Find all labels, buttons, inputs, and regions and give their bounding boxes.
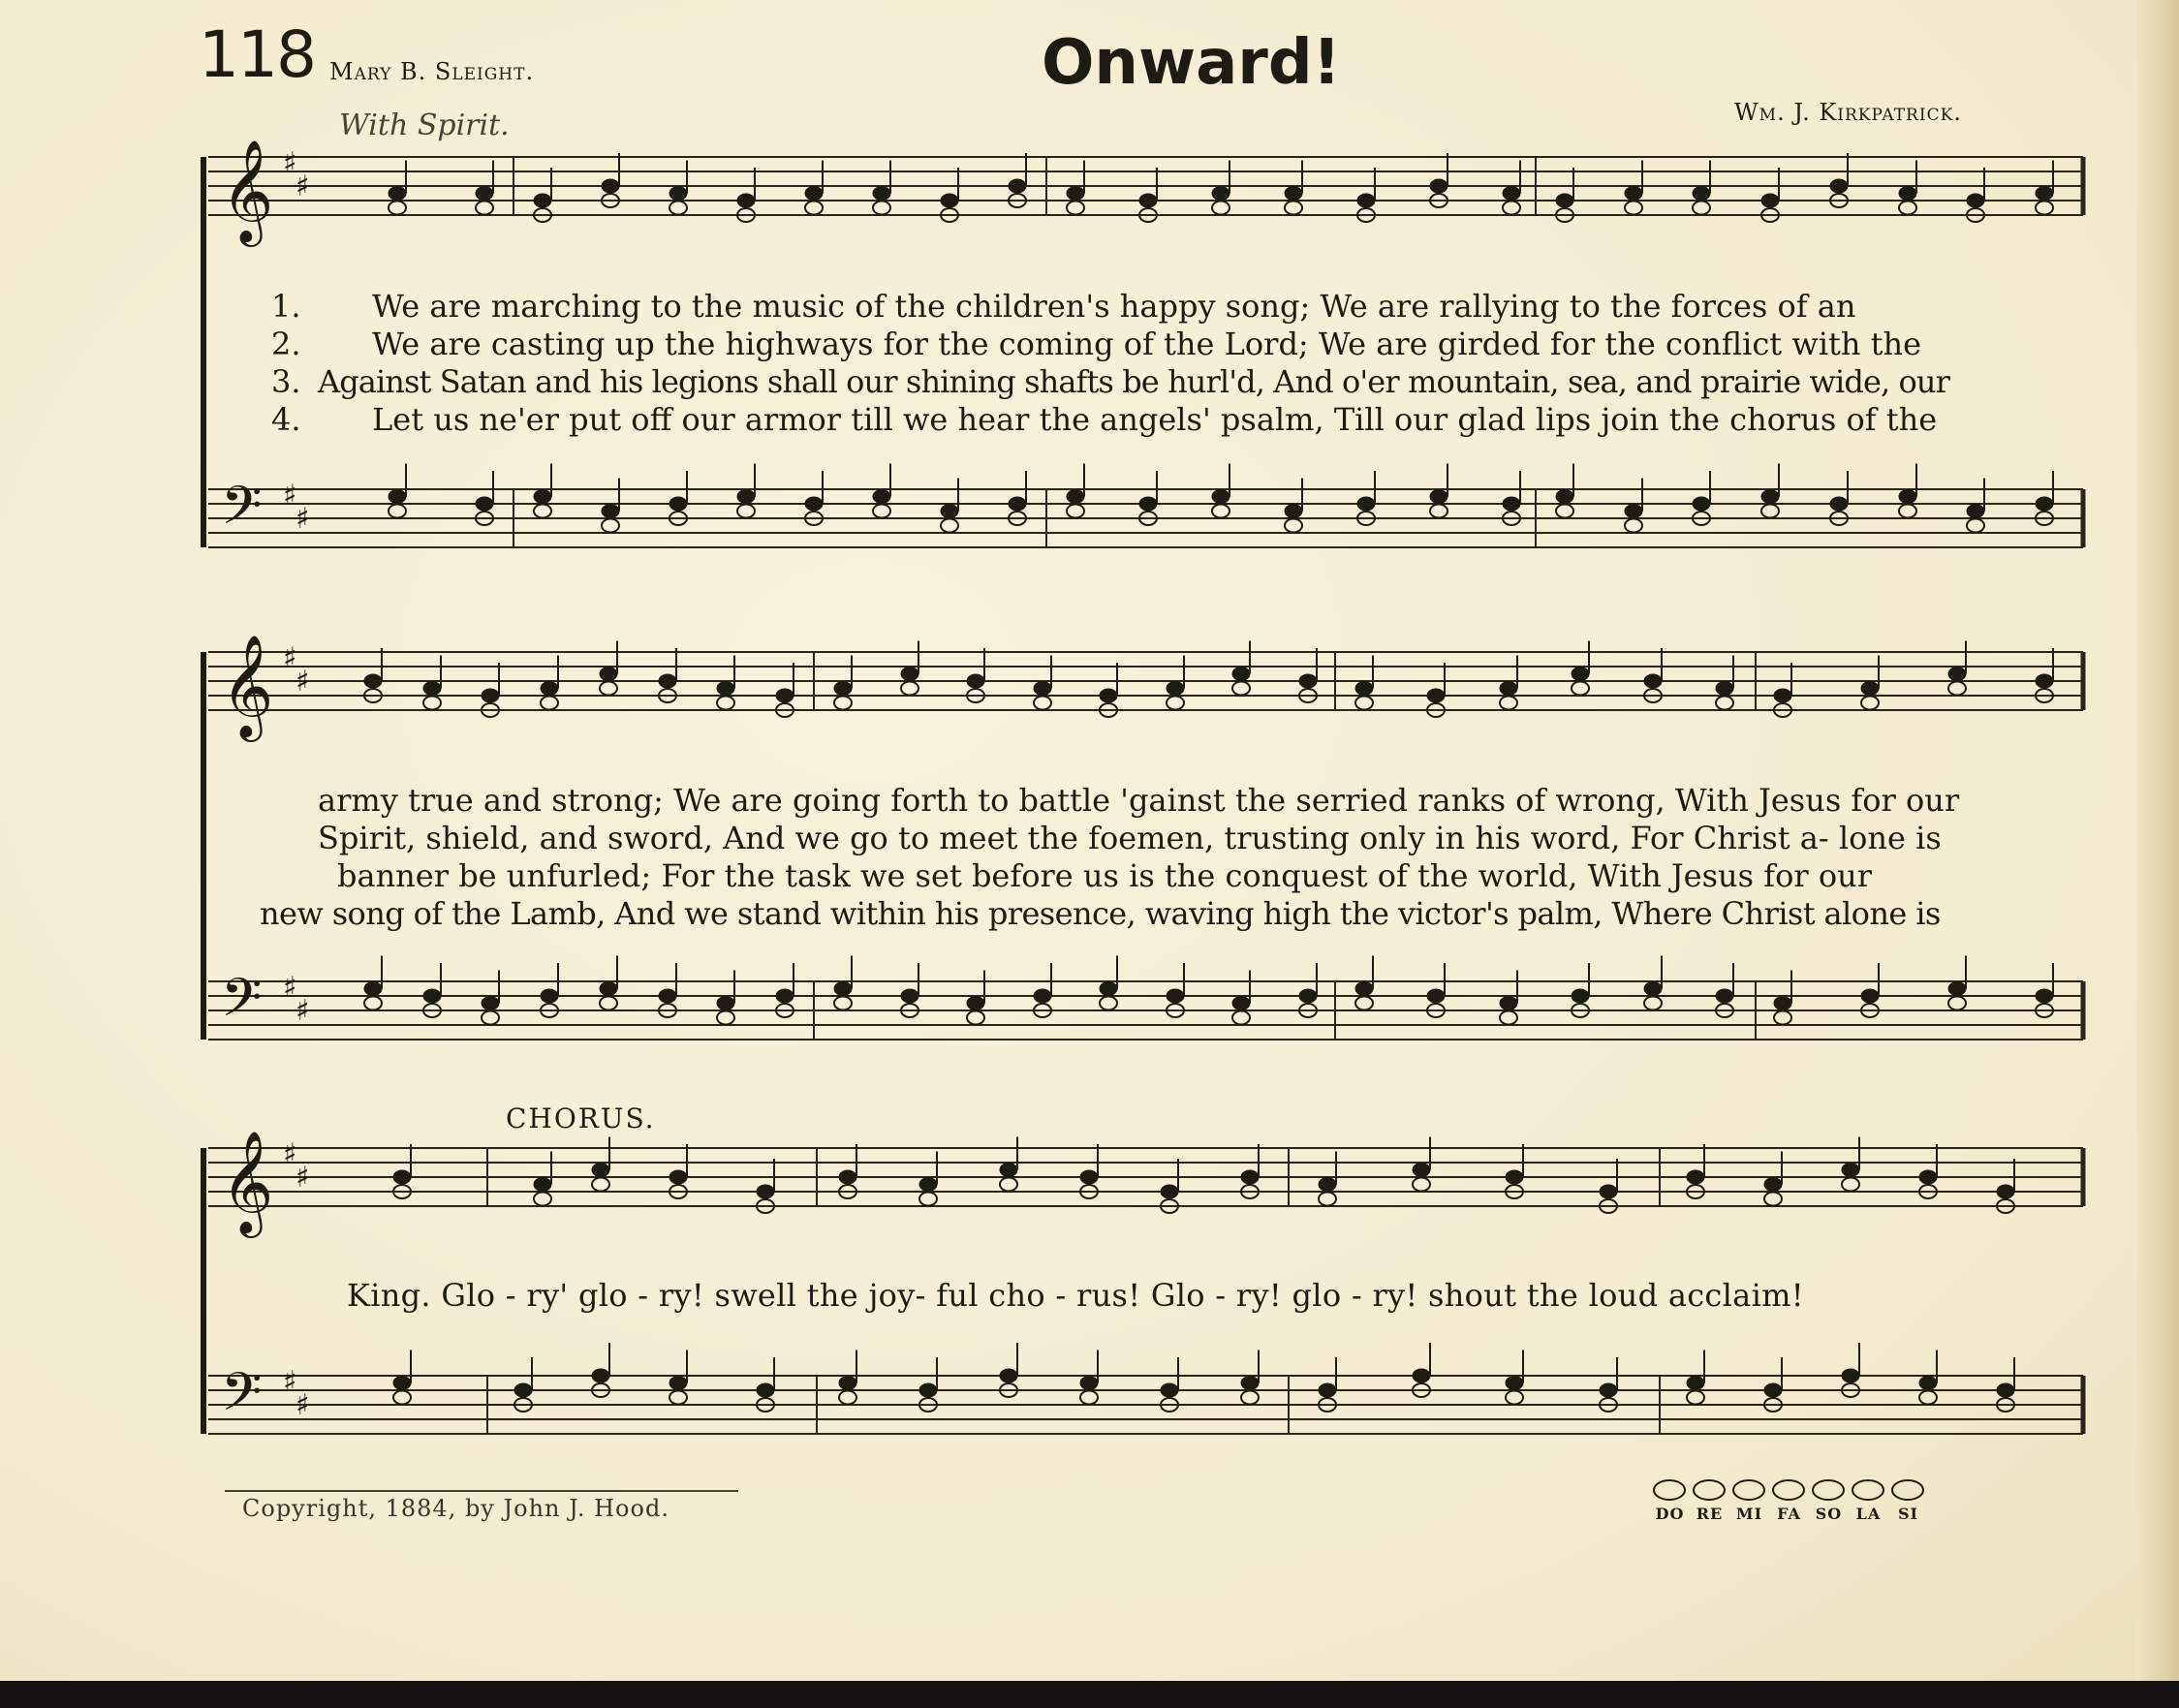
note-head: [1625, 202, 1642, 215]
note-head: [805, 202, 823, 215]
note-head: [1427, 989, 1445, 1003]
note-head: [1774, 1011, 1791, 1025]
shape-note-icon: [1773, 1480, 1804, 1500]
note-head: [1357, 497, 1375, 511]
note-head: [1167, 989, 1184, 1003]
note-head: [717, 1011, 734, 1025]
lyric-line: new song of the Lamb, And we stand within his presence, waving high the victor's palm, Where Christ alone is: [260, 895, 1941, 932]
note-head: [482, 1011, 499, 1025]
note-head: [482, 689, 499, 702]
note-head: [717, 697, 734, 710]
note-head: [1299, 674, 1317, 688]
note-head: [805, 187, 823, 201]
note-head: [1009, 497, 1026, 511]
note-head: [1009, 179, 1026, 193]
note-head: [669, 1170, 687, 1184]
note-head: [1830, 179, 1848, 193]
note-head: [757, 1383, 774, 1397]
note-head: [1556, 505, 1573, 518]
note-head: [1100, 982, 1117, 996]
note-head: [1716, 697, 1733, 710]
note-head: [1067, 490, 1084, 504]
note-head: [1506, 1391, 1523, 1405]
note-head: [669, 497, 687, 511]
note-head: [1430, 505, 1447, 518]
note-head: [1693, 187, 1710, 201]
note-head: [1212, 187, 1230, 201]
note-head: [1948, 668, 1966, 681]
note-head: [839, 1391, 856, 1405]
note-head: [901, 682, 918, 696]
note-head: [1948, 982, 1966, 996]
note-head: [1967, 519, 1984, 533]
note-head: [1430, 179, 1447, 193]
lyric-line: Let us ne'er put off our armor till we hear the angels' psalm, Till our glad lips join the chorus of the: [372, 401, 1938, 438]
note-head: [2036, 187, 2053, 201]
note-head: [1625, 505, 1642, 518]
note-head: [389, 505, 406, 518]
note-head: [514, 1383, 532, 1397]
note-head: [1861, 989, 1879, 1003]
lyric-line: We are casting up the highways for the coming of the Lord; We are girded for the conflict with the: [372, 326, 1921, 362]
note-head: [592, 1164, 609, 1177]
shape-note-icon: [1892, 1480, 1923, 1500]
note-head: [1842, 1178, 1859, 1192]
note-head: [2036, 989, 2053, 1003]
chorus-label: CHORUS.: [506, 1102, 656, 1134]
note-head: [1774, 689, 1791, 702]
note-head: [1948, 682, 1966, 696]
note-head: [1830, 497, 1848, 511]
system-bracket: [201, 652, 206, 1040]
note-head: [1761, 194, 1779, 207]
note-head: [941, 505, 958, 518]
note-head: [1506, 1170, 1523, 1184]
note-head: [600, 682, 617, 696]
note-head: [1764, 1178, 1782, 1192]
note-head: [1625, 519, 1642, 533]
note-head: [1500, 682, 1517, 696]
note-head: [423, 682, 441, 696]
note-head: [737, 194, 755, 207]
note-head: [757, 1185, 774, 1198]
note-head: [919, 1178, 937, 1192]
note-head: [1500, 697, 1517, 710]
sharp-icon: ♯: [296, 1388, 310, 1422]
note-head: [1761, 490, 1779, 504]
sharp-icon: ♯: [296, 994, 310, 1028]
sharp-icon: ♯: [283, 971, 297, 1005]
note-head: [393, 1170, 411, 1184]
treble-clef-icon: 𝄞: [221, 634, 274, 737]
note-head: [592, 1369, 609, 1382]
note-head: [1080, 1391, 1098, 1405]
solfa-label: DO: [1655, 1505, 1685, 1523]
note-head: [2036, 202, 2053, 215]
note-head: [1997, 1383, 2014, 1397]
note-head: [941, 194, 958, 207]
note-head: [1948, 997, 1966, 1010]
note-head: [2036, 674, 2053, 688]
note-head: [1067, 202, 1084, 215]
note-head: [1556, 194, 1573, 207]
note-head: [364, 997, 382, 1010]
footer-rule: [225, 1490, 738, 1492]
note-head: [737, 505, 755, 518]
note-head: [476, 202, 493, 215]
composer-credit: Wm. J. Kirkpatrick.: [1734, 99, 1962, 126]
note-head: [805, 497, 823, 511]
bass-clef-icon: 𝄢: [221, 967, 263, 1041]
note-head: [1600, 1383, 1617, 1397]
note-head: [1285, 187, 1302, 201]
note-head: [967, 1011, 984, 1025]
note-head: [1764, 1193, 1782, 1206]
note-head: [1842, 1369, 1859, 1382]
note-head: [1319, 1178, 1336, 1192]
note-head: [1067, 505, 1084, 518]
note-head: [1899, 187, 1916, 201]
note-head: [1861, 682, 1879, 696]
note-head: [1067, 187, 1084, 201]
note-head: [1232, 1011, 1250, 1025]
author-credit: Mary B. Sleight.: [329, 58, 535, 85]
note-head: [1503, 187, 1520, 201]
note-head: [389, 187, 406, 201]
note-head: [1000, 1369, 1017, 1382]
note-head: [541, 682, 558, 696]
note-head: [717, 997, 734, 1010]
note-head: [659, 989, 676, 1003]
shape-note-icon: [1733, 1480, 1764, 1500]
note-head: [901, 668, 918, 681]
note-head: [534, 505, 551, 518]
bass-clef-icon: 𝄢: [221, 475, 263, 549]
treble-clef-icon: 𝄞: [221, 1130, 274, 1233]
note-head: [602, 519, 619, 533]
note-head: [1556, 490, 1573, 504]
note-head: [1687, 1377, 1704, 1390]
note-head: [834, 682, 852, 696]
note-head: [1967, 194, 1984, 207]
note-head: [1232, 997, 1250, 1010]
sharp-icon: ♯: [283, 479, 297, 512]
note-head: [1413, 1369, 1430, 1382]
copyright-notice: Copyright, 1884, by John J. Hood.: [242, 1495, 669, 1522]
note-head: [389, 490, 406, 504]
note-head: [1919, 1391, 1937, 1405]
note-head: [1899, 202, 1916, 215]
note-head: [364, 674, 382, 688]
sharp-icon: ♯: [283, 146, 297, 180]
note-head: [839, 1170, 856, 1184]
note-head: [873, 202, 890, 215]
note-head: [669, 202, 687, 215]
note-head: [1413, 1178, 1430, 1192]
note-head: [1644, 982, 1662, 996]
note-head: [1842, 1164, 1859, 1177]
note-head: [1080, 1170, 1098, 1184]
lyric-line: Against Satan and his legions shall our shining shafts be hurl'd, And o'er mountain, sea, and prairie wide, our: [318, 363, 1949, 400]
note-head: [1000, 1178, 1017, 1192]
note-head: [1625, 187, 1642, 201]
note-head: [1572, 989, 1589, 1003]
note-head: [534, 490, 551, 504]
note-head: [1899, 505, 1916, 518]
note-head: [1967, 505, 1984, 518]
lyric-line: army true and strong; We are going forth to battle 'gainst the serried ranks of wrong, With Jesus for our: [318, 782, 1960, 819]
hymn-title: Onward!: [1042, 27, 1341, 99]
system-bracket: [201, 1148, 206, 1434]
note-head: [1413, 1164, 1430, 1177]
note-head: [1600, 1185, 1617, 1198]
solfa-label: LA: [1855, 1505, 1882, 1523]
note-head: [393, 1391, 411, 1405]
note-head: [1319, 1383, 1336, 1397]
solfa-label: FA: [1777, 1505, 1801, 1523]
note-head: [1919, 1377, 1937, 1390]
note-head: [1572, 682, 1589, 696]
note-head: [1716, 682, 1733, 696]
note-head: [1100, 689, 1117, 702]
note-head: [1357, 194, 1375, 207]
note-head: [669, 1377, 687, 1390]
shape-note-icon: [1852, 1480, 1883, 1500]
solfa-label: MI: [1735, 1505, 1763, 1523]
note-head: [1355, 982, 1373, 996]
note-head: [600, 982, 617, 996]
note-head: [1500, 1011, 1517, 1025]
note-head: [1212, 505, 1230, 518]
note-head: [1285, 202, 1302, 215]
sharp-icon: ♯: [283, 641, 297, 675]
note-head: [834, 997, 852, 1010]
chorus-lyric: King. Glo - ry' glo - ry! swell the joy- ful cho - rus! Glo - ry! glo - ry! shout the loud acclaim!: [347, 1277, 1804, 1314]
note-head: [919, 1383, 937, 1397]
note-head: [967, 674, 984, 688]
note-head: [600, 668, 617, 681]
note-head: [1241, 1170, 1259, 1184]
note-head: [476, 187, 493, 201]
sharp-icon: ♯: [283, 1137, 297, 1171]
note-head: [967, 997, 984, 1010]
note-head: [423, 989, 441, 1003]
note-head: [659, 674, 676, 688]
note-head: [669, 187, 687, 201]
note-head: [1644, 674, 1662, 688]
hymn-number: 118: [199, 17, 315, 92]
shape-note-icon: [1694, 1480, 1725, 1500]
note-head: [1687, 1391, 1704, 1405]
lyric-line: We are marching to the music of the children's happy song; We are rallying to the forces of an: [372, 288, 1856, 325]
note-head: [1774, 997, 1791, 1010]
note-head: [1034, 697, 1051, 710]
note-head: [364, 982, 382, 996]
verse-number: 3.: [271, 363, 301, 400]
note-head: [602, 505, 619, 518]
sharp-icon: ♯: [296, 1161, 310, 1195]
note-head: [534, 1193, 551, 1206]
system-bracket: [201, 157, 206, 547]
note-head: [393, 1377, 411, 1390]
note-head: [1919, 1170, 1937, 1184]
note-head: [534, 1178, 551, 1192]
note-head: [541, 697, 558, 710]
note-head: [1355, 682, 1373, 696]
note-head: [1687, 1170, 1704, 1184]
solfa-legend: [1650, 1505, 1928, 1523]
note-head: [1299, 989, 1317, 1003]
note-head: [600, 997, 617, 1010]
solfa-label: SO: [1815, 1505, 1843, 1523]
tempo-marking: With Spirit.: [339, 109, 510, 142]
note-head: [941, 519, 958, 533]
note-head: [1644, 997, 1662, 1010]
note-head: [592, 1178, 609, 1192]
note-head: [1000, 1164, 1017, 1177]
bass-clef-icon: 𝄢: [221, 1361, 263, 1436]
note-head: [1241, 1391, 1259, 1405]
note-head: [1034, 682, 1051, 696]
note-head: [1693, 202, 1710, 215]
sharp-icon: ♯: [296, 170, 310, 203]
note-head: [389, 202, 406, 215]
note-head: [1500, 997, 1517, 1010]
treble-clef-icon: 𝄞: [221, 139, 274, 242]
note-head: [541, 989, 558, 1003]
note-head: [839, 1377, 856, 1390]
note-head: [602, 179, 619, 193]
note-head: [834, 982, 852, 996]
verse-number: 4.: [271, 401, 301, 438]
note-head: [1761, 505, 1779, 518]
note-head: [423, 697, 441, 710]
note-head: [1506, 1377, 1523, 1390]
note-head: [476, 497, 493, 511]
note-head: [669, 1391, 687, 1405]
note-head: [1139, 497, 1157, 511]
note-head: [1139, 194, 1157, 207]
note-head: [1503, 202, 1520, 215]
sharp-icon: ♯: [283, 1365, 297, 1399]
note-head: [1285, 519, 1302, 533]
sharp-icon: ♯: [296, 665, 310, 699]
verse-number: 1.: [271, 288, 301, 325]
verse-number: 2.: [271, 326, 301, 362]
shape-note-icon: [1654, 1480, 1685, 1500]
note-head: [1430, 490, 1447, 504]
note-head: [534, 194, 551, 207]
note-head: [1241, 1377, 1259, 1390]
solfa-label: RE: [1696, 1505, 1724, 1523]
note-head: [873, 187, 890, 201]
note-head: [1285, 505, 1302, 518]
lyric-line: banner be unfurled; For the task we set before us is the conquest of the world, With Jesus for our: [337, 857, 1872, 894]
note-head: [1572, 668, 1589, 681]
note-head: [1167, 697, 1184, 710]
note-head: [1427, 689, 1445, 702]
note-head: [1355, 697, 1373, 710]
sharp-icon: ♯: [296, 502, 310, 536]
note-head: [901, 989, 918, 1003]
note-head: [1232, 682, 1250, 696]
note-head: [776, 989, 794, 1003]
note-head: [1503, 497, 1520, 511]
note-head: [1161, 1383, 1178, 1397]
note-head: [482, 997, 499, 1010]
note-head: [1899, 490, 1916, 504]
note-head: [1034, 989, 1051, 1003]
note-head: [919, 1193, 937, 1206]
note-head: [1319, 1193, 1336, 1206]
note-head: [1693, 497, 1710, 511]
note-head: [2036, 497, 2053, 511]
note-head: [1100, 997, 1117, 1010]
note-head: [1764, 1383, 1782, 1397]
note-head: [1997, 1185, 2014, 1198]
note-head: [834, 697, 852, 710]
note-head: [1716, 989, 1733, 1003]
shape-note-icon: [1813, 1480, 1844, 1500]
lyric-line: Spirit, shield, and sword, And we go to meet the foemen, trusting only in his word, For Christ a- lone is: [318, 820, 1942, 856]
note-head: [1212, 490, 1230, 504]
note-head: [1167, 682, 1184, 696]
note-head: [1232, 668, 1250, 681]
note-head: [1861, 697, 1879, 710]
note-head: [1355, 997, 1373, 1010]
note-head: [1080, 1377, 1098, 1390]
note-head: [737, 490, 755, 504]
note-head: [873, 505, 890, 518]
note-head: [776, 689, 794, 702]
note-head: [1161, 1185, 1178, 1198]
note-head: [717, 682, 734, 696]
note-head: [1212, 202, 1230, 215]
note-head: [873, 490, 890, 504]
solfa-label: SI: [1897, 1505, 1919, 1523]
